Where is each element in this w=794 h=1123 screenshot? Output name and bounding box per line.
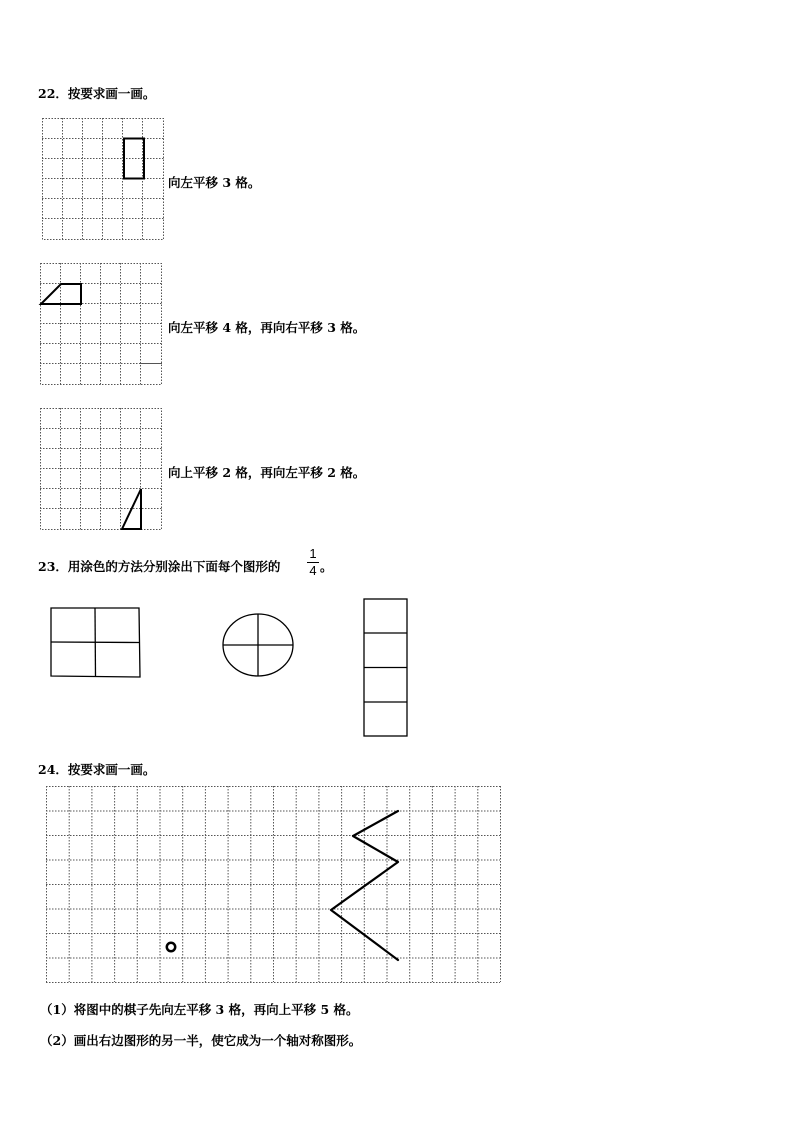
grid-24 [46,786,502,984]
grid-3-triangle [40,408,164,532]
q22-task3-instruction: 向上平移 2 格，再向左平移 2 格。 [168,465,366,480]
q24-sub1: （1）将图中的棋子先向左平移 3 格，再向上平移 5 格。 [40,1002,359,1017]
half-zigzag-figure [331,811,398,960]
q23-title-end: 。 [320,559,333,574]
circle-four-parts [221,612,295,678]
q24-title: 24．按要求画一画。 [38,762,156,777]
q22-title: 22．按要求画一画。 [38,86,156,101]
column-four-parts [363,598,409,738]
grid-2-trapezoid [40,263,164,387]
q22-task1-instruction: 向左平移 3 格。 [168,175,261,190]
q23-title [38,557,280,575]
fraction-denominator: 4 [309,563,317,578]
q23-title-text: 23．用涂色的方法分别涂出下面每个图形的 [38,559,281,574]
q22-task2-instruction: 向左平移 4 格，再向右平移 3 格。 [168,320,366,335]
fraction-one-quarter [307,547,319,578]
q24-sub2: （2）画出右边图形的另一半，使它成为一个轴对称图形。 [40,1033,362,1048]
chess-piece [167,943,175,951]
fraction-numerator: 1 [309,546,317,561]
square-four-parts [50,607,142,679]
grid-1-rectangle [42,118,166,242]
